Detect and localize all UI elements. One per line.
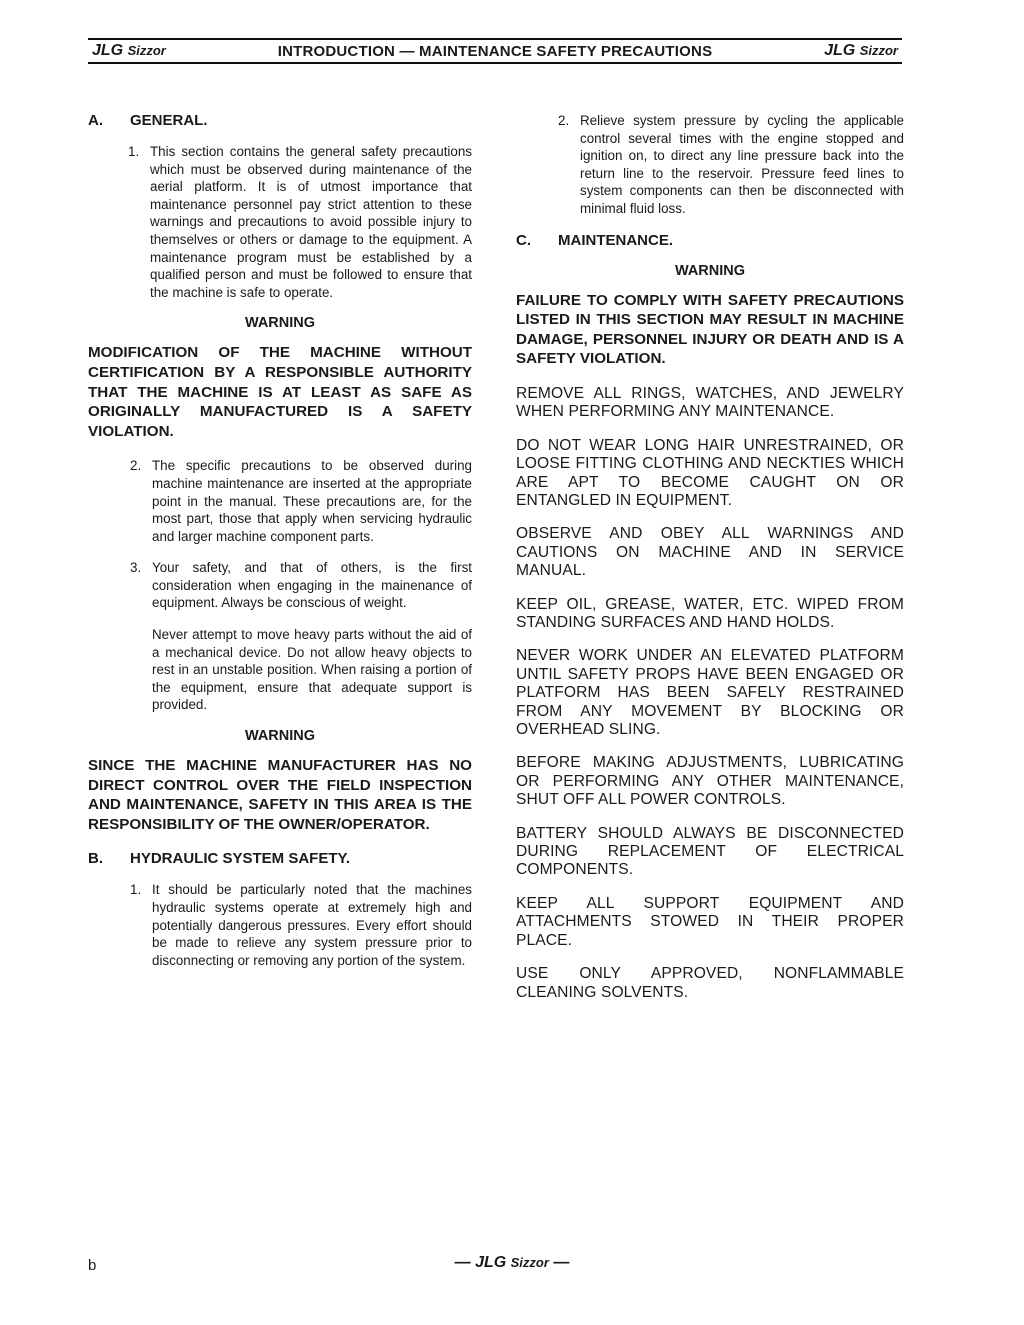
warning-text-3: FAILURE TO COMPLY WITH SAFETY PRECAUTIONS LISTED IN THIS SECTION MAY RESULT IN MACHINE DAMAGE, PERSONNEL INJURY OR DEATH AND IS A SAFETY VIOLATION. [516, 291, 904, 368]
right-column [516, 112, 904, 1017]
section-a-item-3: 3. Your safety, and that of others, is the first consideration when engaging in the mainenance of equipment. Always be conscious of weight. [130, 560, 472, 611]
maintenance-rule: USE ONLY APPROVED, NONFLAMMABLE CLEANING SOLVENTS. [516, 965, 904, 1001]
footer-brand: — JLG Sizzor — [454, 1254, 570, 1271]
section-a-heading: A. GENERAL. [88, 112, 208, 129]
warning-text-2: SINCE THE MACHINE MANUFACTURER HAS NO DIRECT CONTROL OVER THE FIELD INSPECTION AND MAINTENANCE, SAFETY IN THIS AREA IS THE RESPONSIBILITY OF THE OWNER/OPERATOR. [88, 757, 472, 833]
section-c-heading: C. MAINTENANCE. [516, 231, 673, 249]
maintenance-rule: KEEP ALL SUPPORT EQUIPMENT AND ATTACHMENTS STOWED IN THEIR PROPER PLACE. [516, 894, 904, 949]
section-a-item-1: 1. This section contains the general safety precautions which must be observed during maintenance of the aerial platform. It is of utmost importance that maintenance personnel pay strict attention to these warnings and precautions to avoid possible injury to themselves or others or damage to the equipment. A maintenance program must be established by a qualified person and must be followed to ensure that the machine is safe to operate. [128, 144, 472, 300]
section-a-item-2: 2. The specific precautions to be observed during machine maintenance are inserted at the appropriate point in the manual. These precautions are, for the most part, those that apply when servicing hydraulic and larger machine component parts. [130, 458, 472, 544]
maintenance-rules-list [516, 385, 904, 1002]
page-header [88, 38, 902, 64]
maintenance-rule: REMOVE ALL RINGS, WATCHES, AND JEWELRY WHEN PERFORMING ANY MAINTENANCE. [516, 384, 904, 421]
maintenance-rule: DO NOT WEAR LONG HAIR UNRESTRAINED, OR LOOSE FITTING CLOTHING AND NECKTIES WHICH ARE APT TO BECOME CAUGHT ON OR ENTANGLED IN EQUIPMENT. [516, 436, 904, 509]
maintenance-rule: BEFORE MAKING ADJUSTMENTS, LUBRICATING OR PERFORMING ANY OTHER MAINTENANCE, SHUT OFF ALL POWER CONTROLS. [516, 754, 904, 809]
section-a-item-3-paragraph: Never attempt to move heavy parts without the aid of a mechanical device. Do not allow heavy objects to rest in an unstable position. When raising a portion of the equipment, ensure that adequate support is provided. [152, 627, 472, 713]
maintenance-rule: KEEP OIL, GREASE, WATER, ETC. WIPED FROM STANDING SURFACES AND HAND HOLDS. [516, 595, 904, 631]
warning-title-1: WARNING [244, 315, 316, 332]
section-b-heading: B. HYDRAULIC SYSTEM SAFETY. [88, 850, 351, 868]
maintenance-rule: OBSERVE AND OBEY ALL WARNINGS AND CAUTIONS ON MACHINE AND IN SERVICE MANUAL. [516, 525, 904, 580]
warning-title-3: WARNING [674, 262, 746, 279]
maintenance-rule: NEVER WORK UNDER AN ELEVATED PLATFORM UNTIL SAFETY PROPS HAVE BEEN ENGAGED OR PLATFORM HAS BEEN SAFELY RESTRAINED FROM ANY MOVEMENT BY BLOCKING OR OVERHEAD SLING. [516, 647, 904, 739]
section-b-item-2: 2. Relieve system pressure by cycling the applicable control several times with the engine stopped and ignition on, to direct any line pressure back into the return line to the reservoir. Pressure feed lines to system components can then be disconnected with minimal fluid loss. [558, 113, 904, 216]
warning-title-2: WARNING [244, 728, 316, 745]
page-letter: b [88, 1257, 97, 1274]
section-b-item-1: 1. It should be particularly noted that the machines hydraulic systems operate at extremely high and potentially dangerous pressures. Every effort should be made to relieve any system pressure prior to disconnecting or removing any portion of the system. [130, 882, 472, 968]
header-brand-left: JLG Sizzor [92, 42, 166, 59]
warning-text-1: MODIFICATION OF THE MACHINE WITHOUT CERTIFICATION BY A RESPONSIBLE AUTHORITY THAT THE MACHINE IS AT LEAST AS SAFE AS ORIGINALLY MANUFACTURED IS A SAFETY VIOLATION. [88, 344, 472, 440]
header-brand-right: JLG Sizzor [824, 42, 898, 59]
maintenance-rule: BATTERY SHOULD ALWAYS BE DISCONNECTED DURING REPLACEMENT OF ELECTRICAL COMPONENTS. [516, 824, 904, 879]
header-title: INTRODUCTION — MAINTENANCE SAFETY PRECAUTIONS [277, 42, 713, 60]
left-column [88, 112, 472, 983]
